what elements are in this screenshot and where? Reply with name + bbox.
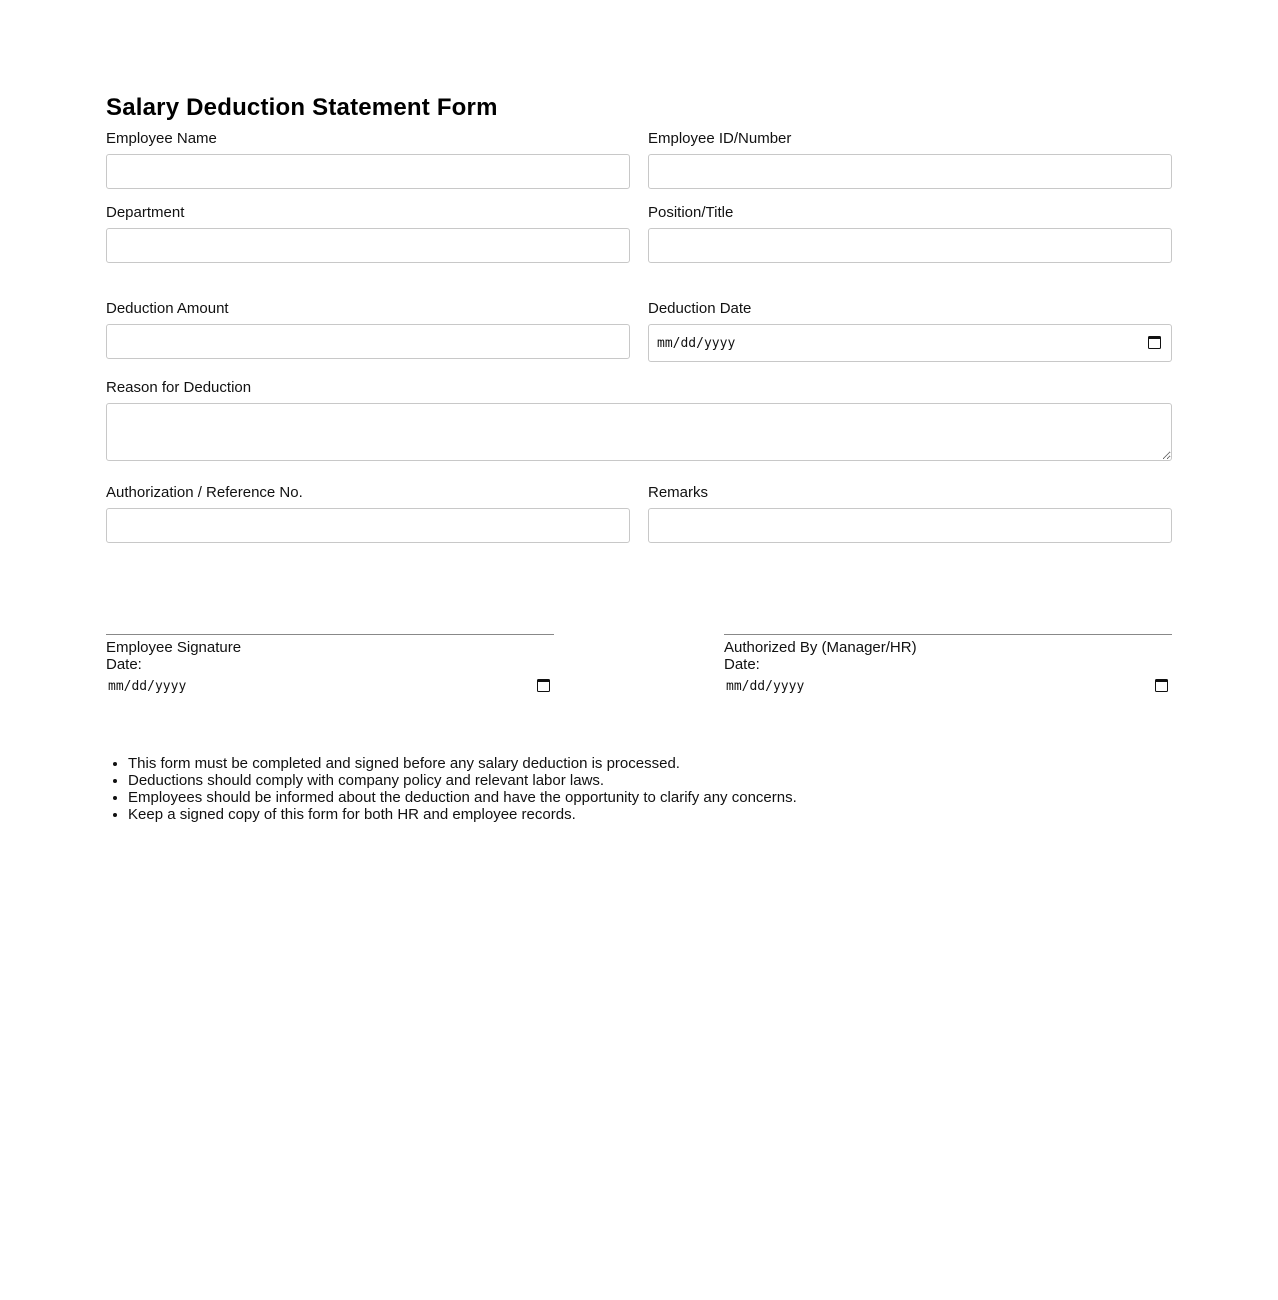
deduction-amount-group [106,300,630,362]
remarks-group [648,484,1172,543]
row-employee-info [106,130,1172,189]
authorized-date-input[interactable] [726,673,1172,699]
deduction-date-input[interactable] [648,324,1172,362]
employee-name-input[interactable] [106,154,630,189]
authorized-date-placeholder: mm/dd/yyyy [726,678,805,694]
employee-name-group [106,130,630,189]
authorized-signature-block [724,634,1172,699]
reason-textarea[interactable] [106,403,1172,461]
calendar-icon[interactable] [1148,336,1161,349]
employee-name-label: Employee Name [106,130,217,147]
reason-label: Reason for Deduction [106,379,252,396]
authorization-group [106,484,630,543]
department-group [106,204,630,263]
deduction-amount-input[interactable] [106,324,630,359]
employee-signature-block [106,634,554,699]
calendar-icon[interactable] [1155,679,1168,692]
signature-section [106,634,1172,699]
reason-group [106,379,1172,461]
department-input[interactable] [106,228,630,263]
employee-signature-line[interactable] [106,634,554,635]
list-item: • This form must be completed and signed before any salary deduction is processed. [128,755,1172,772]
employee-id-label: Employee ID/Number [648,130,792,147]
employee-date-label: Date: [106,656,142,673]
row-deduction [106,300,1172,362]
authorized-signature-label: Authorized By (Manager/HR) [724,639,917,656]
employee-date-placeholder: mm/dd/yyyy [108,678,187,694]
calendar-icon[interactable] [537,679,550,692]
employee-date-input[interactable] [108,673,554,699]
position-group [648,204,1172,263]
list-item: • Deductions should comply with company policy and relevant labor laws. [128,772,1172,789]
employee-signature-label: Employee Signature [106,639,242,656]
authorization-label: Authorization / Reference No. [106,484,303,501]
position-input[interactable] [648,228,1172,263]
form-title: Salary Deduction Statement Form [106,94,498,121]
authorization-input[interactable] [106,508,630,543]
deduction-date-group [648,300,1172,362]
salary-deduction-form [106,92,1172,823]
department-label: Department [106,204,185,221]
list-item: • Employees should be informed about the deduction and have the opportunity to clarify any concerns. [128,789,1172,806]
row-department-position [106,204,1172,263]
employee-id-input[interactable] [648,154,1172,189]
deduction-date-placeholder: mm/dd/yyyy [657,335,736,351]
employee-id-group [648,130,1172,189]
remarks-input[interactable] [648,508,1172,543]
deduction-amount-label: Deduction Amount [106,300,229,317]
notes-list [106,755,1172,823]
deduction-date-label: Deduction Date [648,300,752,317]
authorized-date-label: Date: [724,656,760,673]
list-item: • Keep a signed copy of this form for both HR and employee records. [128,806,1172,823]
position-label: Position/Title [648,204,734,221]
row-authorization-remarks [106,484,1172,543]
authorized-signature-line[interactable] [724,634,1172,635]
remarks-label: Remarks [648,484,709,501]
